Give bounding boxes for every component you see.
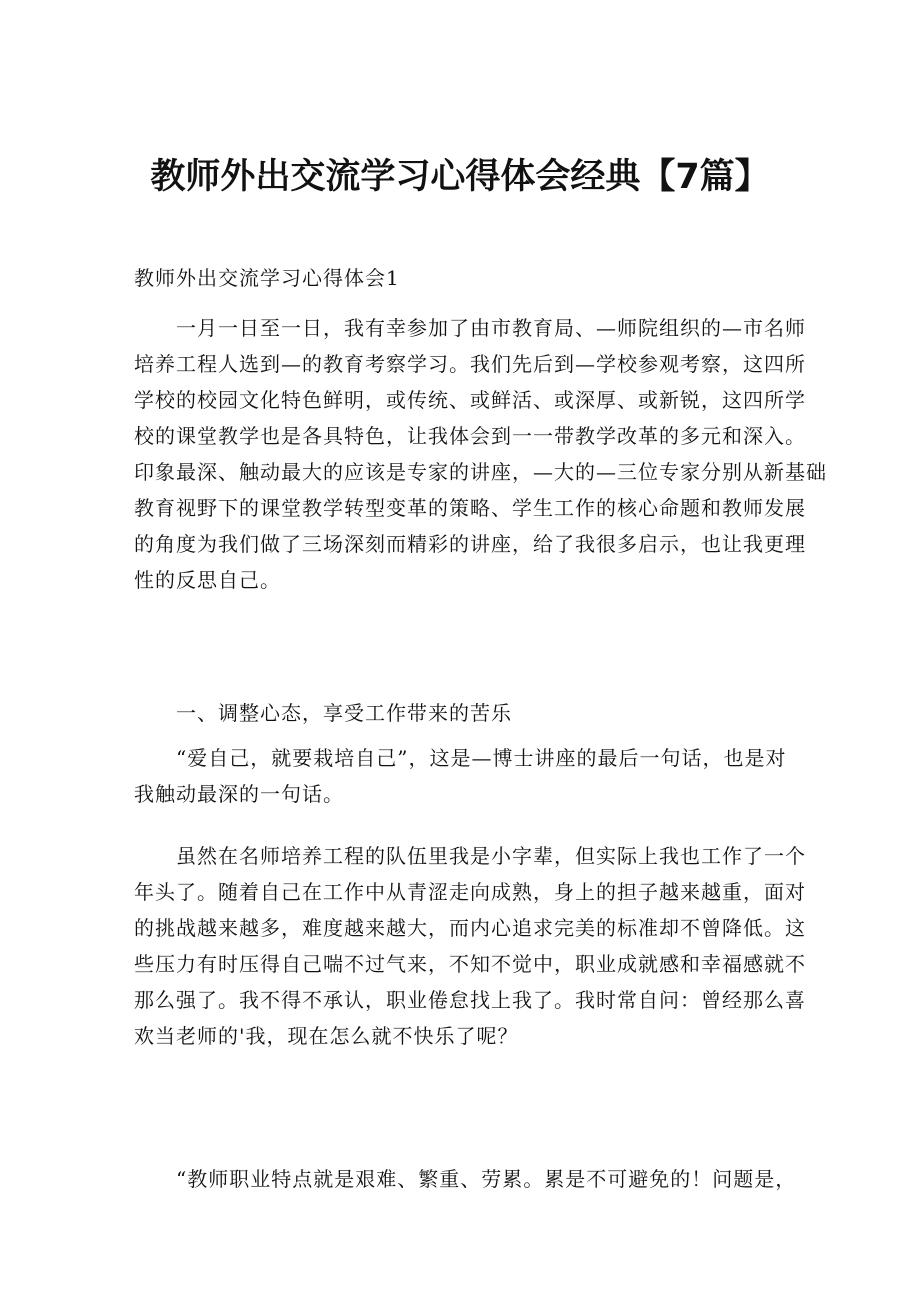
paragraph-line: 的挑战越来越多，难度越来越大，而内心追求完美的标准却不曾降低。这 — [134, 916, 806, 940]
paragraph-teacher-profession — [134, 1161, 797, 1197]
paragraph-line: 虽然在名师培养工程的队伍里我是小字辈，但实际上我也工作了一个 — [176, 844, 806, 868]
document-title: 教师外出交流学习心得体会经典【7篇】 — [150, 157, 770, 197]
paragraph-line: 一月一日至一日，我有幸参加了由市教育局、—师院组织的—市名师 — [176, 316, 806, 340]
section-heading: 教师外出交流学习心得体会1 — [134, 266, 400, 290]
paragraph-line: 印象最深、触动最大的应该是专家的讲座，—大的—三位专家分别从新基础 — [134, 460, 827, 484]
paragraph-line: 的角度为我们做了三场深刻而精彩的讲座，给了我很多启示，也让我更理 — [134, 532, 806, 556]
paragraph-line: “教师职业特点就是艰难、繁重、劳累。累是不可避免的！问题是， — [176, 1167, 797, 1191]
paragraph-line: 学校的校园文化特色鲜明，或传统、或鲜活、或深厚、或新锐，这四所学 — [134, 388, 806, 412]
paragraph-line: 些压力有时压得自己喘不过气来，不知不觉中，职业成就感和幸福感就不 — [134, 952, 806, 976]
subheading-adjust-mindset — [134, 695, 782, 731]
paragraph-line: 欢当老师的'我，现在怎么就不快乐了呢？ — [134, 1024, 519, 1048]
paragraph-line: 我触动最深的一句话。 — [134, 782, 344, 806]
paragraph-line: 教育视野下的课堂教学转型变革的策略、学生工作的核心命题和教师发展 — [134, 496, 806, 520]
paragraph-reflection — [134, 838, 806, 1054]
paragraph-intro — [134, 310, 827, 598]
paragraph-line: 年头了。随着自己在工作中从青涩走向成熟，身上的担子越来越重，面对 — [134, 880, 806, 904]
paragraph-line: 性的反思自己。 — [134, 568, 281, 592]
paragraph-quote — [134, 740, 787, 812]
subheading-line: 一、调整心态，享受工作带来的苦乐 — [176, 701, 512, 725]
paragraph-line: 校的课堂教学也是各具特色，让我体会到一一带教学改革的多元和深入。 — [134, 424, 806, 448]
paragraph-line: “爱自己，就要栽培自己”，这是—博士讲座的最后一句话，也是对 — [176, 746, 787, 770]
paragraph-line: 那么强了。我不得不承认，职业倦怠找上我了。我时常自问：曾经那么喜 — [134, 988, 806, 1012]
paragraph-line: 培养工程人选到—的教育考察学习。我们先后到—学校参观考察，这四所 — [134, 352, 806, 376]
